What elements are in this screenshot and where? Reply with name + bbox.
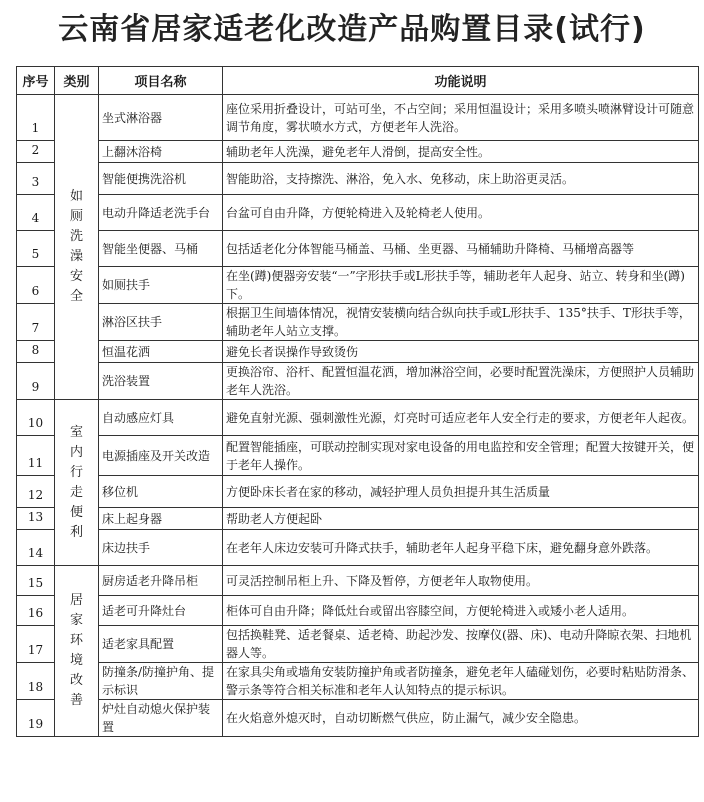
table-row xyxy=(17,566,699,596)
table-row xyxy=(17,436,699,476)
function-description: 方便卧床长者在家的移动，减轻护理人员负担提升其生活质量 xyxy=(223,476,699,508)
item-name: 淋浴区扶手 xyxy=(99,304,223,341)
function-description: 配置智能插座，可联动控制实现对家电设备的用电监控和安全管理；配置大按键开关，便于老年人操作。 xyxy=(223,436,699,476)
table-row xyxy=(17,304,699,341)
row-index: 2 xyxy=(17,141,55,163)
function-description: 在家具尖角或墙角安装防撞护角或者防撞条，避免老年人磕碰划伤，必要时粘贴防滑条、警示条等符合相关标准和老年人认知特点的提示标识。 xyxy=(223,663,699,700)
item-name: 自动感应灯具 xyxy=(99,400,223,436)
item-name: 电动升降适老洗手台 xyxy=(99,195,223,231)
row-index: 3 xyxy=(17,163,55,195)
category-label: 如厕洗澡安全 xyxy=(69,189,83,304)
row-index: 11 xyxy=(17,436,55,476)
table-row xyxy=(17,363,699,400)
item-name: 适老家具配置 xyxy=(99,626,223,663)
header-item-name: 项目名称 xyxy=(99,67,223,95)
catalog-table xyxy=(16,66,699,737)
category-cell xyxy=(55,95,99,400)
table-header-row xyxy=(17,67,699,95)
function-description: 避免直射光源、强刺激性光源，灯亮时可适应老年人安全行走的要求，方便老年人起夜。 xyxy=(223,400,699,436)
table-row xyxy=(17,195,699,231)
table-row xyxy=(17,663,699,700)
table-row xyxy=(17,267,699,304)
function-description: 避免长者误操作导致烫伤 xyxy=(223,341,699,363)
item-name: 移位机 xyxy=(99,476,223,508)
page-title: 云南省居家适老化改造产品购置目录(试行) xyxy=(58,12,646,47)
row-index: 6 xyxy=(17,267,55,304)
table-row xyxy=(17,476,699,508)
category-label: 室内行走便利 xyxy=(69,424,83,540)
table-row xyxy=(17,508,699,530)
item-name: 床边扶手 xyxy=(99,530,223,566)
category-cell xyxy=(55,566,99,737)
function-description: 包括换鞋凳、适老餐桌、适老椅、助起沙发、按摩仪(器、床)、电动升降晾衣架、扫地机器人等。 xyxy=(223,626,699,663)
header-category: 类别 xyxy=(55,67,99,95)
function-description: 台盆可自由升降，方便轮椅进入及轮椅老人使用。 xyxy=(223,195,699,231)
function-description: 可灵活控制吊柜上升、下降及暂停，方便老年人取物使用。 xyxy=(223,566,699,596)
row-index: 10 xyxy=(17,400,55,436)
table-row xyxy=(17,163,699,195)
item-name: 电源插座及开关改造 xyxy=(99,436,223,476)
item-name: 厨房适老升降吊柜 xyxy=(99,566,223,596)
header-function-description: 功能说明 xyxy=(223,67,699,95)
item-name: 恒温花洒 xyxy=(99,341,223,363)
function-description: 在火焰意外熄灭时，自动切断燃气供应，防止漏气，减少安全隐患。 xyxy=(223,700,699,737)
table-row xyxy=(17,400,699,436)
table-row xyxy=(17,141,699,163)
function-description: 根据卫生间墙体情况，视情安装横向结合纵向扶手或L形扶手、135°扶手、T形扶手等，辅助老年人站立支撑。 xyxy=(223,304,699,341)
table-row xyxy=(17,341,699,363)
item-name: 适老可升降灶台 xyxy=(99,596,223,626)
function-description: 座位采用折叠设计，可站可坐，不占空间；采用恒温设计；采用多喷头喷淋臂设计可随意调节角度，雾状喷水方式，方便老年人洗浴。 xyxy=(223,95,699,141)
row-index: 16 xyxy=(17,596,55,626)
table-row xyxy=(17,596,699,626)
row-index: 1 xyxy=(17,95,55,141)
header-index: 序号 xyxy=(17,67,55,95)
function-description: 帮助老人方便起卧 xyxy=(223,508,699,530)
row-index: 19 xyxy=(17,700,55,737)
row-index: 15 xyxy=(17,566,55,596)
item-name: 上翻沐浴椅 xyxy=(99,141,223,163)
function-description: 在坐(蹲)便器旁安装“一”字形扶手或L形扶手等，辅助老年人起身、站立、转身和坐(蹲)下。 xyxy=(223,267,699,304)
row-index: 5 xyxy=(17,231,55,267)
item-name: 洗浴装置 xyxy=(99,363,223,400)
function-description: 更换浴帘、浴杆、配置恒温花洒，增加淋浴空间，必要时配置洗澡床，方便照护人员辅助老年人洗浴。 xyxy=(223,363,699,400)
category-cell xyxy=(55,400,99,566)
table-row xyxy=(17,700,699,737)
row-index: 4 xyxy=(17,195,55,231)
row-index: 18 xyxy=(17,663,55,700)
table-row xyxy=(17,231,699,267)
row-index: 13 xyxy=(17,508,55,530)
table-row xyxy=(17,530,699,566)
row-index: 8 xyxy=(17,341,55,363)
item-name: 智能坐便器、马桶 xyxy=(99,231,223,267)
function-description: 柜体可自由升降；降低灶台或留出容膝空间，方便轮椅进入或矮小老人适用。 xyxy=(223,596,699,626)
function-description: 包括适老化分体智能马桶盖、马桶、坐更器、马桶辅助升降椅、马桶增高器等 xyxy=(223,231,699,267)
item-name: 防撞条/防撞护角、提示标识 xyxy=(99,663,223,700)
item-name: 坐式淋浴器 xyxy=(99,95,223,141)
row-index: 9 xyxy=(17,363,55,400)
item-name: 炉灶自动熄火保护装置 xyxy=(99,700,223,737)
category-label: 居家环境改善 xyxy=(69,593,83,708)
row-index: 17 xyxy=(17,626,55,663)
row-index: 14 xyxy=(17,530,55,566)
function-description: 在老年人床边安装可升降式扶手，辅助老年人起身平稳下床，避免翻身意外跌落。 xyxy=(223,530,699,566)
function-description: 智能助浴，支持擦洗、淋浴，免入水、免移动，床上助浴更灵活。 xyxy=(223,163,699,195)
table-row xyxy=(17,626,699,663)
table-row xyxy=(17,95,699,141)
function-description: 辅助老年人洗澡，避免老年人滑倒，提高安全性。 xyxy=(223,141,699,163)
item-name: 床上起身器 xyxy=(99,508,223,530)
item-name: 智能便携洗浴机 xyxy=(99,163,223,195)
row-index: 7 xyxy=(17,304,55,341)
item-name: 如厕扶手 xyxy=(99,267,223,304)
table-body xyxy=(17,95,699,737)
row-index: 12 xyxy=(17,476,55,508)
